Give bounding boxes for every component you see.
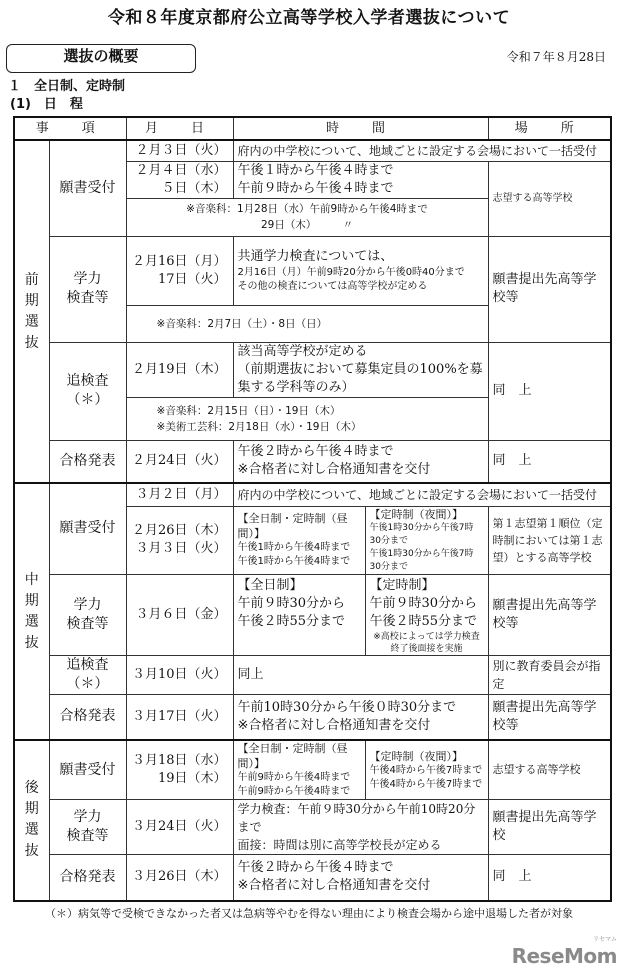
place-cell: 願書提出先高等学校 (488, 800, 611, 855)
date-cell: ３月17日（火） (126, 694, 233, 740)
date-cell: ２月24日（火） (126, 440, 233, 483)
place-cell: 志望する高等学校 (488, 740, 611, 800)
time-heading: 【定時制（夜間）】 (369, 749, 464, 763)
table-row (14, 694, 611, 740)
table-row (14, 342, 611, 397)
place-cell: 同 上 (488, 342, 611, 440)
time-detail: 午後1時から午後4時まで 午後1時から午後4時まで (237, 542, 351, 567)
item-label: 追検査 （＊） (49, 342, 126, 440)
item-label: 学力 検査等 (49, 236, 126, 342)
header-time: 時 間 (233, 117, 488, 140)
date-cell: ２月26日（木） ３月３日（火） (126, 506, 233, 574)
table-row (14, 236, 611, 305)
time-cell: 学力検査：午前９時30分から午前10時20分まで 面接：時間は別に高等学校長が定める (233, 800, 488, 855)
date-cell: ３月２日（月） (126, 483, 233, 506)
item-label: 合格発表 (49, 694, 126, 740)
table-row (14, 655, 611, 694)
category-chuki: 中 期 選 抜 (14, 483, 49, 740)
table-row (14, 740, 611, 800)
time-main: 共通学力検査については、 (237, 248, 394, 264)
time-cell: 午前10時30分から午後０時30分まで ※合格者に対し合格通知書を交付 (233, 694, 488, 740)
item-label: 学力 検査等 (49, 800, 126, 855)
document-title: 令和８年度京都府公立高等学校入学者選抜について (107, 8, 511, 28)
place-cell: 志望する高等学校 (488, 161, 611, 236)
time-detail: 【定時制】 午前９時30分から 午後２時55分まで (369, 577, 478, 629)
place-cell: 第１志望第１順位（定時制においては第１志望）とする高等学校 (488, 506, 611, 574)
category-koki: 後 期 選 抜 (14, 740, 49, 901)
section-box-title: 選抜の概要 (6, 44, 196, 73)
time-heading: 【全日制・定時制（昼間）】 (237, 512, 348, 540)
item-label: 合格発表 (49, 855, 126, 901)
item-label: 学力 検査等 (49, 574, 126, 655)
item-label: 願書受付 (49, 483, 126, 574)
time-note: ※高校によっては学力検査終了後面接を実施 (373, 631, 480, 654)
time-cell: 府内の中学校について、地域ごとに設定する会場において一括受付 (233, 483, 611, 506)
place-cell: 願書提出先高等学校等 (488, 694, 611, 740)
date-cell: ３月10日（火） (126, 655, 233, 694)
date-cell: ３月24日（火） (126, 800, 233, 855)
header-item: 事 項 (14, 117, 126, 140)
note-cell: ※音楽科：2月15日（日）・19日（木） ※美術工芸科：2月18日（水）・19日（木） (126, 397, 488, 440)
time-heading: 【定時制（夜間）】 (369, 507, 464, 521)
time-detail: 2月16日（月）午前9時20分から午後0時40分まで その他の検査については高等学校が定める (237, 266, 465, 292)
resemom-logo (13, 936, 617, 968)
place-cell: 別に教育委員会が指定 (488, 655, 611, 694)
header-date: 月 日 (126, 117, 233, 140)
footnote: （＊）病気等で受検できなかった者又は急病等やむを得ない理由により検査会場から途中退場した者が対象 (45, 906, 573, 920)
time-cell-b (365, 574, 488, 655)
date-cell: ３月18日（水） 19日（木） (126, 740, 233, 800)
note-cell: ※音楽科：1月28日（水）午前9時から午後4時まで 29日（木） 〃 (126, 198, 488, 236)
date-cell: ３月26日（木） (126, 855, 233, 901)
place-cell: 同 上 (488, 440, 611, 483)
header-row (14, 117, 611, 140)
table-row (14, 440, 611, 483)
heading-1: １ 全日制、定時制 (8, 79, 126, 94)
date-cell: ２月19日（木） (126, 342, 233, 397)
time-cell-a: 【全日制】 午前９時30分から 午後２時55分まで (233, 574, 365, 655)
table-row (14, 800, 611, 855)
item-label: 願書受付 (49, 140, 126, 236)
time-heading: 【全日制・定時制（昼間）】 (237, 742, 348, 770)
time-detail: 午後1時30分から午後7時30分まで 午後1時30分から午後7時30分まで (369, 522, 474, 572)
time-cell: 府内の中学校について、地域ごとに設定する会場において一括受付 (233, 140, 611, 161)
table-row (14, 483, 611, 506)
logo-subtext: リセマム (593, 935, 617, 943)
date-cell: ２月３日（火） (126, 140, 233, 161)
date-cell: ３月６日（金） (126, 574, 233, 655)
item-label: 合格発表 (49, 440, 126, 483)
heading-schedule: (1) 日 程 (10, 97, 83, 112)
place-cell: 同 上 (488, 855, 611, 901)
time-cell: 該当高等学校が定める （前期選抜において募集定員の100%を募集する学科等のみ） (233, 342, 488, 397)
note-cell: ※音楽科：2月7日（土）・8日（日） (126, 305, 488, 342)
place-cell: 願書提出先高等学校等 (488, 574, 611, 655)
place-cell: 願書提出先高等学校等 (488, 236, 611, 342)
date-cell: ２月16日（月） 17日（火） (126, 236, 233, 305)
time-cell-b (365, 740, 488, 800)
time-cell: 午後２時から午後４時まで ※合格者に対し合格通知書を交付 (233, 855, 488, 901)
time-cell: 午後１時から午後４時まで 午前９時から午後４時まで (233, 161, 488, 198)
time-detail: 午前9時から午後4時まで 午前9時から午後4時まで (237, 772, 351, 797)
category-zenki: 前 期 選 抜 (14, 140, 49, 483)
time-cell-a (233, 740, 365, 800)
table-row (14, 574, 611, 655)
date-cell: ２月４日（水） ５日（木） (126, 161, 233, 198)
item-label: 追検査 （＊） (49, 655, 126, 694)
item-label: 願書受付 (49, 740, 126, 800)
time-cell-b (365, 506, 488, 574)
schedule-table (13, 116, 612, 902)
time-detail: 午後4時から午後7時まで 午後4時から午後7時まで (369, 764, 483, 790)
issue-date: 令和７年８月28日 (506, 50, 606, 64)
time-cell (233, 236, 488, 305)
time-cell: 同上 (233, 655, 488, 694)
content-flow (13, 116, 617, 968)
header-place: 場 所 (488, 117, 611, 140)
table-row (14, 855, 611, 901)
logo-text: ReseMom (511, 943, 617, 968)
time-cell-a (233, 506, 365, 574)
table-row (14, 140, 611, 161)
time-cell: 午後２時から午後４時まで ※合格者に対し合格通知書を交付 (233, 440, 488, 483)
